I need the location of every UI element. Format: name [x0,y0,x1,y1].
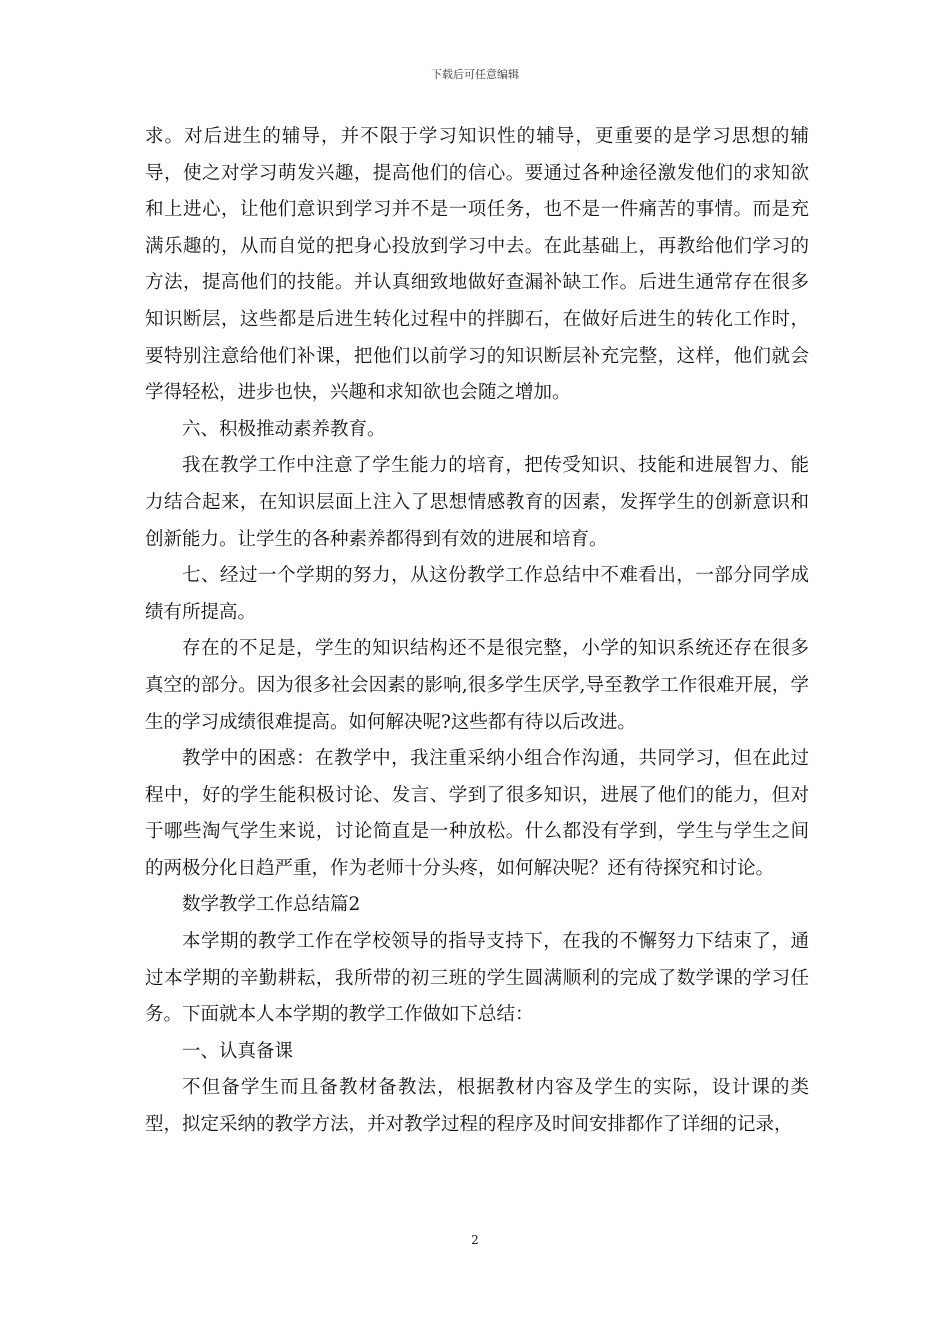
section-heading-1: 一、认真备课 [182,1040,294,1062]
paragraph-1: 求。对后进生的辅导，并不限于学习知识性的辅导，更重要的是学习思想的辅导，使之对学习萌发兴趣，提高他们的信心。要通过各种途径激发他们的求知欲和上进心，让他们意识到学习并不是一项任务，也不是一件痛苦的事情。而是充满乐趣的，从而自觉的把身心投放到学习中去。在此基础上，再教给他们学习的方法，提高他们的技能。并认真细致地做好查漏补缺工作。后进生通常存在很多知识断层，这些都是后进生转化过程中的拌脚石，在做好后进生的转化工作时，要特别注意给他们补课，把他们以前学习的知识断层补充完整，这样，他们就会学得轻松，进步也快，兴趣和求知欲也会随之增加。 [145,126,809,404]
page-header: 下载后可任意编辑 [431,68,519,81]
document-body [145,119,809,1144]
article-title-2: 数学教学工作总结篇2 [182,894,361,916]
section-heading-6: 六、积极推动素养教育。 [182,418,386,440]
page-number: 2 [471,1233,479,1247]
section-heading-7: 七、经过一个学期的努力，从这份教学工作总结中不难看出，一部分同学成绩有所提高。 [145,565,809,623]
paragraph-6: 教学中的困惑：在教学中，我注重采纳小组合作沟通，共同学习，但在此过程中，好的学生能积极讨论、发言、学到了很多知识，进展了他们的能力，但对于哪些淘气学生来说，讨论简直是一种放松。什么都没有学到，学生与学生之间的两极分化日趋严重，作为老师十分头疼，如何解决呢？还有待探究和讨论。 [145,748,809,879]
paragraph-10: 不但备学生而且备教材备教法，根据教材内容及学生的实际，设计课的类型，拟定采纳的教学方法，并对教学过程的程序及时间安排都作了详细的记录， [145,1077,809,1136]
paragraph-8: 本学期的教学工作在学校领导的指导支持下，在我的不懈努力下结束了，通过本学期的辛勤耕耘，我所带的初三班的学生圆满顺利的完成了数学课的学习任务。下面就本人本学期的教学工作做如下总结： [145,931,809,1026]
paragraph-3: 我在教学工作中注意了学生能力的培育，把传受知识、技能和进展智力、能力结合起来，在知识层面上注入了思想情感教育的因素，发挥学生的创新意识和创新能力。让学生的各种素养都得到有效的进展和培育。 [145,455,809,550]
paragraph-5: 存在的不足是，学生的知识结构还不是很完整，小学的知识系统还存在很多真空的部分。因为很多社会因素的影响,很多学生厌学,导至教学工作很难开展，学生的学习成绩很难提高。如何解决呢?这些都有待以后改进。 [145,638,809,733]
